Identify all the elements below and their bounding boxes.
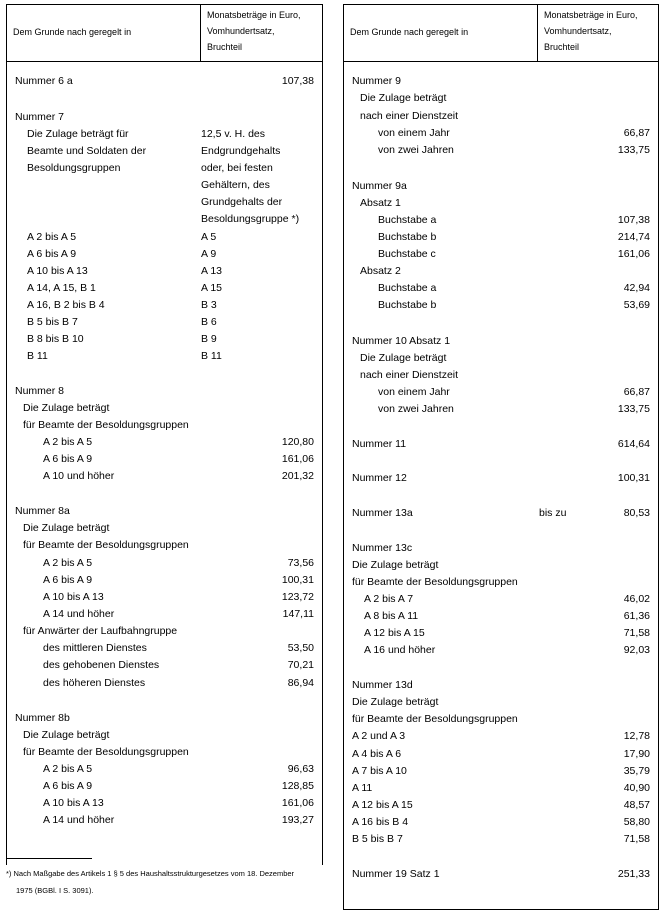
table-value: 53,50 (287, 642, 314, 654)
table-mid: Besoldungsgruppe *) (201, 213, 300, 225)
table-value: 120,80 (281, 436, 314, 448)
table-value: 133,75 (617, 144, 650, 156)
table-value: 42,94 (623, 282, 650, 294)
table-row: B 11 (27, 350, 48, 362)
table-value: 251,33 (617, 868, 650, 880)
table-value: 96,63 (287, 763, 314, 775)
table-value: 123,72 (281, 591, 314, 603)
table-row: für Anwärter der Laufbahngruppe (23, 625, 178, 637)
table-row: von zwei Jahren (378, 144, 454, 156)
table-value: 214,74 (617, 231, 650, 243)
table-mid: A 15 (201, 282, 223, 294)
left-header-col1: Dem Grunde nach geregelt in (13, 27, 132, 37)
table-value: 107,38 (617, 214, 650, 226)
table-row: Die Zulage beträgt (23, 402, 110, 414)
table-mid: B 6 (201, 316, 217, 328)
table-row: Besoldungsgruppen (27, 162, 121, 174)
table-mid: A 13 (201, 265, 223, 277)
table-row: A 16 bis B 4 (352, 816, 409, 828)
table-row: B 5 bis B 7 (352, 833, 403, 845)
table-mid: B 9 (201, 333, 217, 345)
table-row: Nummer 13d (352, 679, 413, 691)
table-value: 161,06 (281, 453, 314, 465)
table-row: A 2 bis A 5 (43, 557, 93, 569)
right-table (343, 4, 659, 910)
table-mid: B 11 (201, 350, 222, 362)
table-row: von einem Jahr (378, 127, 450, 139)
table-value: 46,02 (623, 593, 650, 605)
table-mid: B 3 (201, 299, 217, 311)
table-row: A 6 bis A 9 (27, 248, 77, 260)
table-value: 48,57 (623, 799, 650, 811)
table-row: A 2 bis A 5 (27, 231, 77, 243)
table-value: 40,90 (623, 782, 650, 794)
table-row: A 4 bis A 6 (352, 748, 402, 760)
table-value: 61,36 (623, 610, 650, 622)
table-mid: A 5 (201, 231, 217, 243)
table-value: 100,31 (281, 574, 314, 586)
table-row: Buchstabe c (378, 248, 436, 260)
table-row: Buchstabe a (378, 282, 437, 294)
table-row: von zwei Jahren (378, 403, 454, 415)
table-row: A 10 bis A 13 (43, 797, 104, 809)
table-value: 107,38 (281, 75, 314, 87)
table-row: Die Zulage beträgt (352, 559, 439, 571)
table-row: Buchstabe b (378, 299, 437, 311)
table-row: A 10 und höher (43, 470, 115, 482)
table-row: Nummer 8 (15, 385, 65, 397)
table-value: 73,56 (287, 557, 314, 569)
table-row: des höheren Dienstes (43, 677, 146, 689)
table-value: 201,32 (281, 470, 314, 482)
table-row: des gehobenen Dienstes (43, 659, 160, 671)
table-value: 66,87 (623, 386, 650, 398)
table-row: A 14, A 15, B 1 (27, 282, 96, 294)
table-row: Absatz 1 (360, 197, 401, 209)
table-row: A 7 bis A 10 (352, 765, 407, 777)
table-value: 86,94 (287, 677, 314, 689)
table-mid: bis zu (539, 507, 567, 519)
table-row: Die Zulage beträgt (360, 92, 447, 104)
table-row: Die Zulage beträgt für (27, 128, 129, 140)
footnote-line-1: *) Nach Maßgabe des Artikels 1 § 5 des Haushaltsstrukturgesetzes vom 18. Dezember (6, 869, 295, 878)
table-value: 71,58 (623, 627, 650, 639)
table-value: 17,90 (623, 748, 650, 760)
table-row: für Beamte der Besoldungsgruppen (352, 576, 518, 588)
table-row: Beamte und Soldaten der (27, 145, 147, 157)
table-mid: A 9 (201, 248, 217, 260)
table-row: Buchstabe a (378, 214, 437, 226)
table-row: A 12 bis A 15 (352, 799, 413, 811)
table-row: des mittleren Dienstes (43, 642, 147, 654)
footnote-divider (6, 858, 92, 859)
table-value: 71,58 (623, 833, 650, 845)
table-row: A 6 bis A 9 (43, 574, 93, 586)
table-value: 53,69 (623, 299, 650, 311)
table-row: A 6 bis A 9 (43, 453, 93, 465)
table-row: für Beamte der Besoldungsgruppen (352, 713, 518, 725)
table-value: 35,79 (623, 765, 650, 777)
left-table-header (7, 5, 322, 62)
table-row: Nummer 9a (352, 180, 407, 192)
table-row: Nummer 10 Absatz 1 (352, 335, 451, 347)
right-header-col1: Dem Grunde nach geregelt in (350, 27, 469, 37)
table-row: A 2 bis A 7 (364, 593, 414, 605)
table-value: 128,85 (281, 780, 314, 792)
table-value: 614,64 (617, 438, 650, 450)
table-value: 12,78 (623, 730, 650, 742)
table-row: Nummer 19 Satz 1 (352, 868, 440, 880)
left-table (6, 4, 323, 865)
table-row: A 11 (352, 782, 373, 794)
table-row: nach einer Dienstzeit (360, 369, 459, 381)
table-row: A 2 bis A 5 (43, 436, 93, 448)
table-value: 58,80 (623, 816, 650, 828)
table-row: Die Zulage beträgt (23, 729, 110, 741)
table-row: Nummer 7 (15, 111, 65, 123)
table-row: A 2 und A 3 (352, 730, 406, 742)
table-value: 193,27 (281, 814, 314, 826)
table-value: 133,75 (617, 403, 650, 415)
table-row: A 12 bis A 15 (364, 627, 425, 639)
table-row: A 14 und höher (43, 814, 115, 826)
table-value: 92,03 (623, 644, 650, 656)
table-row: für Beamte der Besoldungsgruppen (23, 539, 189, 551)
table-row: A 16, B 2 bis B 4 (27, 299, 105, 311)
table-row: B 8 bis B 10 (27, 333, 84, 345)
left-header-col2: Monatsbeträge in Euro, Vomhundertsatz, Bruchteil (207, 10, 301, 52)
table-mid: Grundgehalts der (201, 196, 283, 208)
table-row: A 10 bis A 13 (43, 591, 104, 603)
table-row: A 10 bis A 13 (27, 265, 88, 277)
table-row: von einem Jahr (378, 386, 450, 398)
table-row: Buchstabe b (378, 231, 437, 243)
table-row: nach einer Dienstzeit (360, 110, 459, 122)
right-table-header (344, 5, 658, 62)
table-row: Nummer 8a (15, 505, 70, 517)
table-value: 147,11 (282, 608, 314, 620)
table-row: A 2 bis A 5 (43, 763, 93, 775)
table-row: Absatz 2 (360, 265, 401, 277)
table-value: 80,53 (623, 507, 650, 519)
footnote-line-2: 1975 (BGBl. I S. 3091). (16, 886, 94, 895)
table-row: Nummer 9 (352, 75, 402, 87)
table-row: A 16 und höher (364, 644, 436, 656)
table-row: Nummer 13c (352, 542, 413, 554)
table-row: A 8 bis A 11 (364, 610, 419, 622)
table-row: Die Zulage beträgt (360, 352, 447, 364)
table-row: Nummer 11 (352, 438, 407, 450)
table-value: 70,21 (287, 659, 314, 671)
table-mid: Endgrundgehalts (201, 145, 281, 157)
table-row: A 6 bis A 9 (43, 780, 93, 792)
table-row: für Beamte der Besoldungsgruppen (23, 746, 189, 758)
table-value: 66,87 (623, 127, 650, 139)
table-row: für Beamte der Besoldungsgruppen (23, 419, 189, 431)
table-value: 161,06 (281, 797, 314, 809)
table-mid: Gehältern, des (201, 179, 270, 191)
table-mid: oder, bei festen (201, 162, 273, 174)
table-row: Nummer 6 a (15, 75, 73, 87)
table-row: Nummer 12 (352, 472, 407, 484)
table-row: B 5 bis B 7 (27, 316, 78, 328)
table-value: 161,06 (617, 248, 650, 260)
table-mid: 12,5 v. H. des (201, 128, 266, 140)
table-row: Nummer 13a (352, 507, 413, 519)
table-row: Die Zulage beträgt (352, 696, 439, 708)
right-header-col2: Monatsbeträge in Euro, Vomhundertsatz, Bruchteil (544, 10, 638, 52)
table-row: A 14 und höher (43, 608, 115, 620)
table-row: Die Zulage beträgt (23, 522, 110, 534)
table-value: 100,31 (617, 472, 650, 484)
table-row: Nummer 8b (15, 712, 70, 724)
